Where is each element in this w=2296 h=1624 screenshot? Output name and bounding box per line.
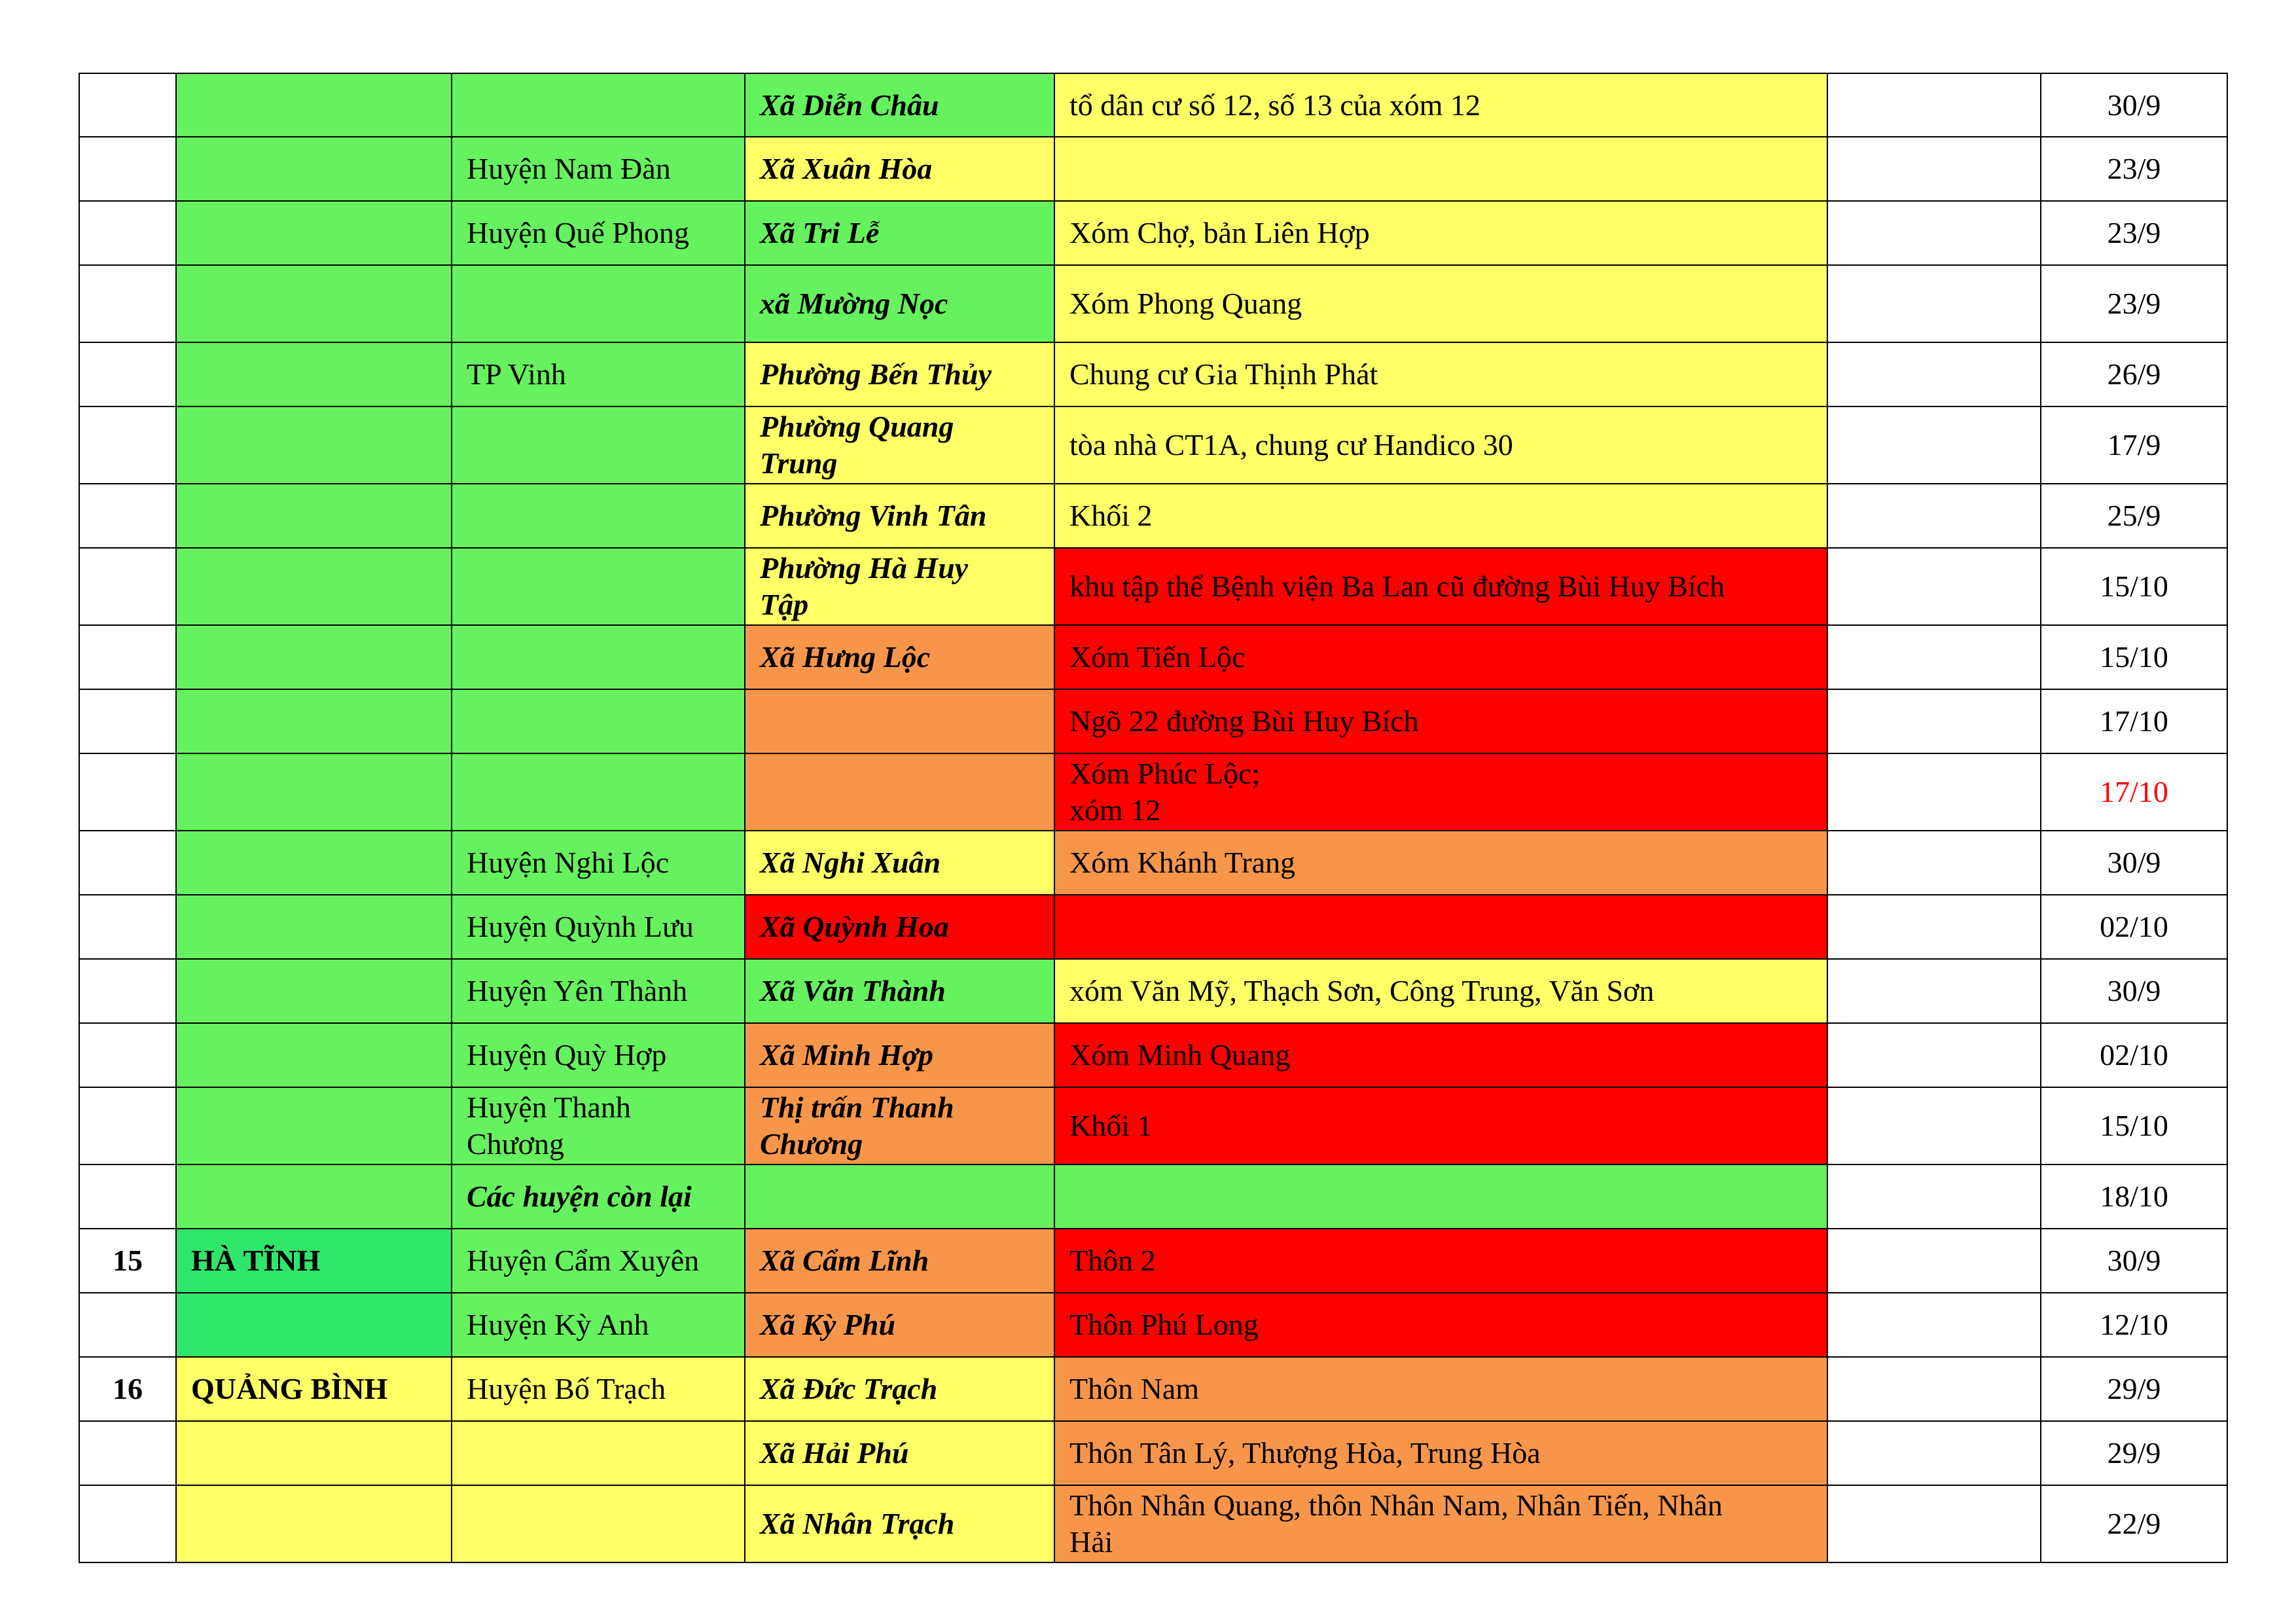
- table-row: [79, 959, 2227, 1023]
- district-cell: Huyện Kỳ Anh: [452, 1293, 745, 1357]
- note-cell: [1827, 548, 2041, 625]
- area-cell: Thôn 2: [1054, 1229, 1827, 1293]
- date-cell: 30/9: [2041, 959, 2227, 1023]
- district-cell: [452, 1485, 745, 1562]
- row-number-cell: [79, 1485, 176, 1562]
- district-cell: Huyện Yên Thành: [452, 959, 745, 1023]
- province-cell: [176, 73, 452, 137]
- note-cell: [1827, 1485, 2041, 1562]
- area-cell: [1054, 137, 1827, 201]
- commune-cell: Xã Hưng Lộc: [745, 625, 1054, 689]
- note-cell: [1827, 1357, 2041, 1421]
- area-cell: Xóm Chợ, bản Liên Hợp: [1054, 201, 1827, 265]
- date-cell: 02/10: [2041, 1023, 2227, 1087]
- area-cell: Xóm Phong Quang: [1054, 265, 1827, 342]
- area-cell: Xóm Phúc Lộc; xóm 12: [1054, 753, 1827, 831]
- note-cell: [1827, 265, 2041, 342]
- area-cell: Chung cư Gia Thịnh Phát: [1054, 342, 1827, 406]
- district-cell: Huyện Nam Đàn: [452, 137, 745, 201]
- commune-cell: Phường Quang Trung: [745, 406, 1054, 484]
- district-cell: [452, 753, 745, 831]
- note-cell: [1827, 1087, 2041, 1164]
- commune-cell: Xã Kỳ Phú: [745, 1293, 1054, 1357]
- table-row: [79, 484, 2227, 548]
- date-cell: 30/9: [2041, 1229, 2227, 1293]
- province-cell: [176, 895, 452, 959]
- table-row: [79, 1421, 2227, 1485]
- commune-cell: Xã Văn Thành: [745, 959, 1054, 1023]
- date-cell: 30/9: [2041, 73, 2227, 137]
- commune-cell: [745, 1164, 1054, 1229]
- province-cell: [176, 959, 452, 1023]
- row-number-cell: [79, 1087, 176, 1164]
- table-row: [79, 831, 2227, 895]
- date-cell: 18/10: [2041, 1164, 2227, 1229]
- table-row: [79, 1087, 2227, 1164]
- table-row: [79, 1023, 2227, 1087]
- province-cell: [176, 1421, 452, 1485]
- date-cell: 25/9: [2041, 484, 2227, 548]
- commune-cell: Xã Nghi Xuân: [745, 831, 1054, 895]
- note-cell: [1827, 625, 2041, 689]
- row-number-cell: [79, 689, 176, 753]
- area-cell: Thôn Phú Long: [1054, 1293, 1827, 1357]
- row-number-cell: [79, 73, 176, 137]
- district-cell: [452, 689, 745, 753]
- date-cell: 17/10: [2041, 689, 2227, 753]
- province-cell: [176, 1023, 452, 1087]
- table-row: [79, 1485, 2227, 1562]
- area-cell: Thôn Tân Lý, Thượng Hòa, Trung Hòa: [1054, 1421, 1827, 1485]
- date-cell: 23/9: [2041, 265, 2227, 342]
- area-cell: Khối 2: [1054, 484, 1827, 548]
- note-cell: [1827, 1164, 2041, 1229]
- table-row: [79, 895, 2227, 959]
- row-number-cell: [79, 342, 176, 406]
- note-cell: [1827, 831, 2041, 895]
- row-number-cell: [79, 406, 176, 484]
- district-cell: [452, 406, 745, 484]
- district-cell: Huyện Nghi Lộc: [452, 831, 745, 895]
- date-cell: 26/9: [2041, 342, 2227, 406]
- date-cell: 23/9: [2041, 201, 2227, 265]
- province-cell: [176, 753, 452, 831]
- table-row: [79, 406, 2227, 484]
- district-cell: Huyện Bố Trạch: [452, 1357, 745, 1421]
- commune-cell: Xã Minh Hợp: [745, 1023, 1054, 1087]
- commune-cell: Xã Nhân Trạch: [745, 1485, 1054, 1562]
- district-cell: Huyện Cẩm Xuyên: [452, 1229, 745, 1293]
- area-cell: [1054, 1164, 1827, 1229]
- province-cell: [176, 201, 452, 265]
- district-cell: [452, 548, 745, 625]
- district-cell: Huyện Quế Phong: [452, 201, 745, 265]
- area-cell: khu tập thể Bệnh viện Ba Lan cũ đường Bùi Huy Bích: [1054, 548, 1827, 625]
- row-number-cell: [79, 831, 176, 895]
- note-cell: [1827, 137, 2041, 201]
- table-row: [79, 1229, 2227, 1293]
- province-cell: [176, 831, 452, 895]
- commune-cell: Phường Hà Huy Tập: [745, 548, 1054, 625]
- province-cell: [176, 265, 452, 342]
- row-number-cell: [79, 484, 176, 548]
- commune-cell: Phường Vinh Tân: [745, 484, 1054, 548]
- commune-cell: Xã Hải Phú: [745, 1421, 1054, 1485]
- row-number-cell: [79, 548, 176, 625]
- row-number-cell: [79, 895, 176, 959]
- area-cell: Xóm Khánh Trang: [1054, 831, 1827, 895]
- province-cell: [176, 548, 452, 625]
- row-number-cell: [79, 201, 176, 265]
- row-number-cell: [79, 959, 176, 1023]
- district-cell: [452, 1421, 745, 1485]
- table-row: [79, 548, 2227, 625]
- row-number-cell: [79, 753, 176, 831]
- area-cell: Xóm Tiến Lộc: [1054, 625, 1827, 689]
- note-cell: [1827, 1421, 2041, 1485]
- table-row: [79, 1293, 2227, 1357]
- commune-cell: Phường Bến Thủy: [745, 342, 1054, 406]
- date-cell: 23/9: [2041, 137, 2227, 201]
- date-cell: 15/10: [2041, 548, 2227, 625]
- table-row: [79, 625, 2227, 689]
- date-cell: 02/10: [2041, 895, 2227, 959]
- note-cell: [1827, 73, 2041, 137]
- province-cell: [176, 137, 452, 201]
- table-row: [79, 689, 2227, 753]
- province-cell: QUẢNG BÌNH: [176, 1357, 452, 1421]
- area-cell: tổ dân cư số 12, số 13 của xóm 12: [1054, 73, 1827, 137]
- table-row: [79, 1357, 2227, 1421]
- row-number-cell: [79, 1421, 176, 1485]
- area-cell: Khối 1: [1054, 1087, 1827, 1164]
- commune-cell: Thị trấn Thanh Chương: [745, 1087, 1054, 1164]
- district-cell: TP Vinh: [452, 342, 745, 406]
- commune-cell: [745, 753, 1054, 831]
- table-row: [79, 1164, 2227, 1229]
- province-cell: HÀ TĨNH: [176, 1229, 452, 1293]
- province-cell: [176, 689, 452, 753]
- date-cell: 30/9: [2041, 831, 2227, 895]
- table-row: [79, 265, 2227, 342]
- province-cell: [176, 1293, 452, 1357]
- area-cell: Thôn Nhân Quang, thôn Nhân Nam, Nhân Tiến, Nhân Hải: [1054, 1485, 1827, 1562]
- province-cell: [176, 1087, 452, 1164]
- commune-cell: Xã Quỳnh Hoa: [745, 895, 1054, 959]
- province-cell: [176, 484, 452, 548]
- row-number-cell: [79, 1293, 176, 1357]
- province-cell: [176, 1485, 452, 1562]
- commune-cell: Xã Đức Trạch: [745, 1357, 1054, 1421]
- district-cell: Các huyện còn lại: [452, 1164, 745, 1229]
- row-number-cell: [79, 265, 176, 342]
- date-cell: 17/9: [2041, 406, 2227, 484]
- note-cell: [1827, 484, 2041, 548]
- note-cell: [1827, 406, 2041, 484]
- commune-cell: Xã Tri Lễ: [745, 201, 1054, 265]
- date-cell: 29/9: [2041, 1421, 2227, 1485]
- table-row: [79, 342, 2227, 406]
- date-cell: 12/10: [2041, 1293, 2227, 1357]
- row-number-cell: [79, 1023, 176, 1087]
- note-cell: [1827, 1293, 2041, 1357]
- commune-cell: [745, 689, 1054, 753]
- table-row: [79, 201, 2227, 265]
- province-cell: [176, 1164, 452, 1229]
- commune-cell: Xã Cẩm Lĩnh: [745, 1229, 1054, 1293]
- date-cell: 17/10: [2041, 753, 2227, 831]
- table-row: [79, 137, 2227, 201]
- province-cell: [176, 406, 452, 484]
- province-cell: [176, 342, 452, 406]
- note-cell: [1827, 1229, 2041, 1293]
- row-number-cell: 15: [79, 1229, 176, 1293]
- district-cell: Huyện Quỳ Hợp: [452, 1023, 745, 1087]
- date-cell: 29/9: [2041, 1357, 2227, 1421]
- note-cell: [1827, 201, 2041, 265]
- note-cell: [1827, 689, 2041, 753]
- note-cell: [1827, 1023, 2041, 1087]
- area-cell: Ngõ 22 đường Bùi Huy Bích: [1054, 689, 1827, 753]
- area-cell: Thôn Nam: [1054, 1357, 1827, 1421]
- area-cell: tòa nhà CT1A, chung cư Handico 30: [1054, 406, 1827, 484]
- district-cell: [452, 265, 745, 342]
- row-number-cell: 16: [79, 1357, 176, 1421]
- district-cell: [452, 484, 745, 548]
- district-cell: Huyện Quỳnh Lưu: [452, 895, 745, 959]
- district-cell: [452, 73, 745, 137]
- row-number-cell: [79, 625, 176, 689]
- outbreak-area-table: [79, 73, 2228, 1563]
- district-cell: [452, 625, 745, 689]
- note-cell: [1827, 895, 2041, 959]
- commune-cell: Xã Diễn Châu: [745, 73, 1054, 137]
- table-row: [79, 753, 2227, 831]
- note-cell: [1827, 342, 2041, 406]
- note-cell: [1827, 959, 2041, 1023]
- commune-cell: Xã Xuân Hòa: [745, 137, 1054, 201]
- note-cell: [1827, 753, 2041, 831]
- date-cell: 15/10: [2041, 625, 2227, 689]
- row-number-cell: [79, 1164, 176, 1229]
- commune-cell: xã Mường Nọc: [745, 265, 1054, 342]
- date-cell: 15/10: [2041, 1087, 2227, 1164]
- area-cell: [1054, 895, 1827, 959]
- date-cell: 22/9: [2041, 1485, 2227, 1562]
- table-row: [79, 73, 2227, 137]
- area-cell: xóm Văn Mỹ, Thạch Sơn, Công Trung, Văn Sơn: [1054, 959, 1827, 1023]
- district-cell: Huyện Thanh Chương: [452, 1087, 745, 1164]
- province-cell: [176, 625, 452, 689]
- row-number-cell: [79, 137, 176, 201]
- area-cell: Xóm Minh Quang: [1054, 1023, 1827, 1087]
